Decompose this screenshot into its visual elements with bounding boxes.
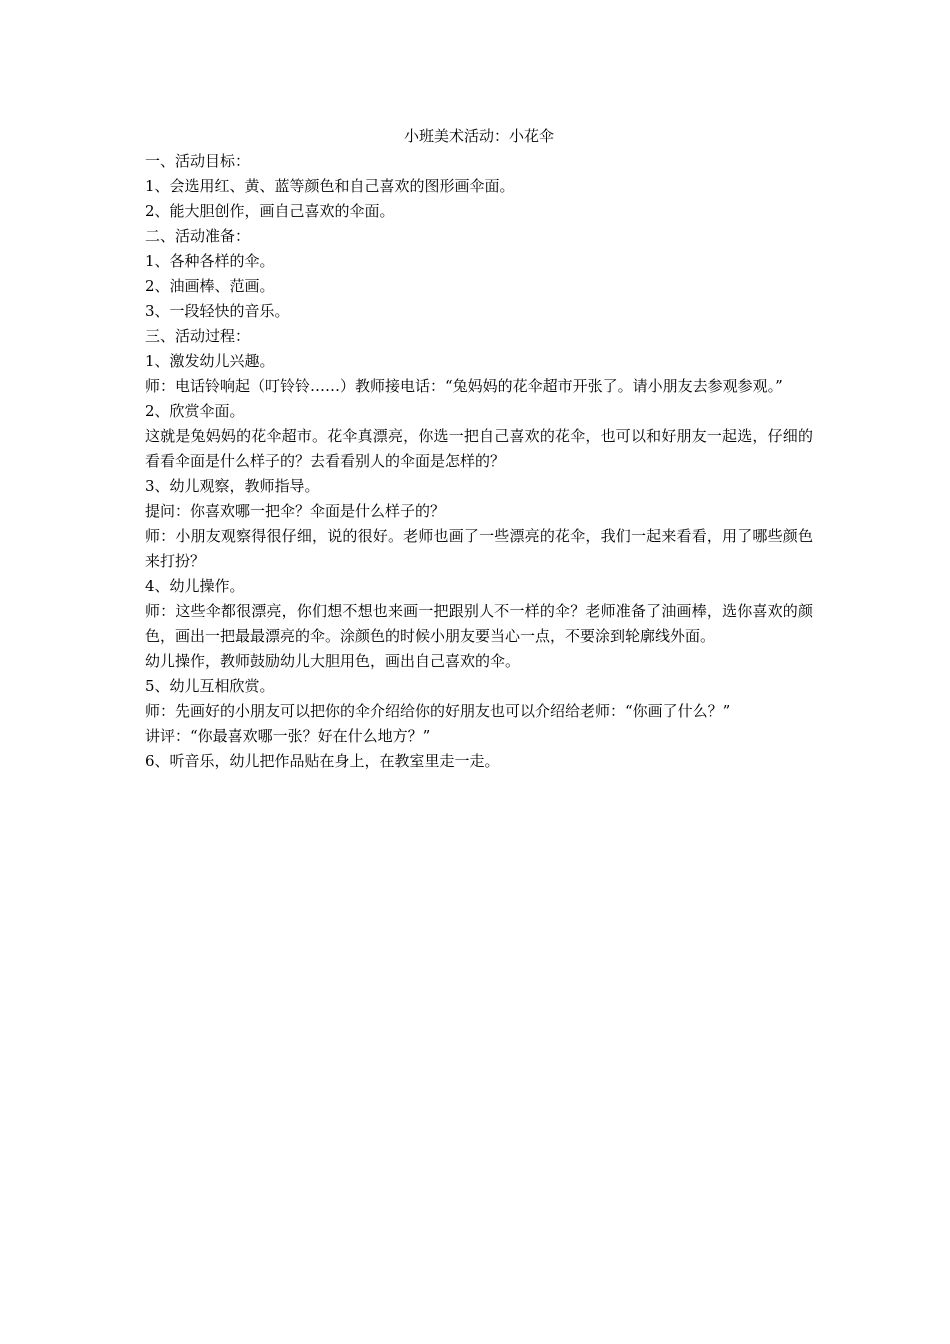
section-heading-process: 三、活动过程： [145,327,251,345]
process-step-5-review: 讲评：“你最喜欢哪一张？好在什么地方？” [145,727,431,745]
goal-item-1: 1、会选用红、黄、蓝等颜色和自己喜欢的图形画伞面。 [145,177,515,195]
process-step-4-heading: 4、幼儿操作。 [145,577,245,595]
process-step-3-heading: 3、幼儿观察，教师指导。 [145,477,320,495]
process-step-5-text: 师：先画好的小朋友可以把你的伞介绍给你的好朋友也可以介绍给老师：“你画了什么？” [145,702,731,720]
preparation-item-2: 2、油画棒、范画。 [145,277,275,295]
process-step-4-text: 师：这些伞都很漂亮，你们想不想也来画一把跟别人不一样的伞？老师准备了油画棒，选你喜欢的颜色，画出一把最最漂亮的伞。涂颜色的时候小朋友要当心一点，不要涂到轮廓线外面。 [145,602,813,645]
process-step-5-heading: 5、幼儿互相欣赏。 [145,677,275,695]
process-step-4-note: 幼儿操作，教师鼓励幼儿大胆用色，画出自己喜欢的伞。 [145,652,521,670]
process-step-1-heading: 1、激发幼儿兴趣。 [145,352,275,370]
process-step-6-heading: 6、听音乐，幼儿把作品贴在身上，在教室里走一走。 [145,752,500,770]
process-step-3-text: 师：小朋友观察得很仔细，说的很好。老师也画了一些漂亮的花伞，我们一起来看看，用了哪些颜色来打扮？ [145,527,813,570]
document-page [145,124,813,774]
process-step-2-heading: 2、欣赏伞面。 [145,402,245,420]
section-heading-goals: 一、活动目标： [145,152,251,170]
document-title: 小班美术活动：小花伞 [403,127,554,145]
preparation-item-1: 1、各种各样的伞。 [145,252,275,270]
process-step-3-question: 提问：你喜欢哪一把伞？伞面是什么样子的？ [145,502,446,520]
section-heading-preparation: 二、活动准备： [145,227,251,245]
process-step-1-text: 师：电话铃响起（叮铃铃……）教师接电话：“兔妈妈的花伞超市开张了。请小朋友去参观参观。” [145,377,783,395]
process-step-2-text: 这就是兔妈妈的花伞超市。花伞真漂亮，你选一把自己喜欢的花伞，也可以和好朋友一起选，仔细的看看伞面是什么样子的？去看看别人的伞面是怎样的？ [145,427,813,470]
goal-item-2: 2、能大胆创作，画自己喜欢的伞面。 [145,202,395,220]
preparation-item-3: 3、一段轻快的音乐。 [145,302,290,320]
